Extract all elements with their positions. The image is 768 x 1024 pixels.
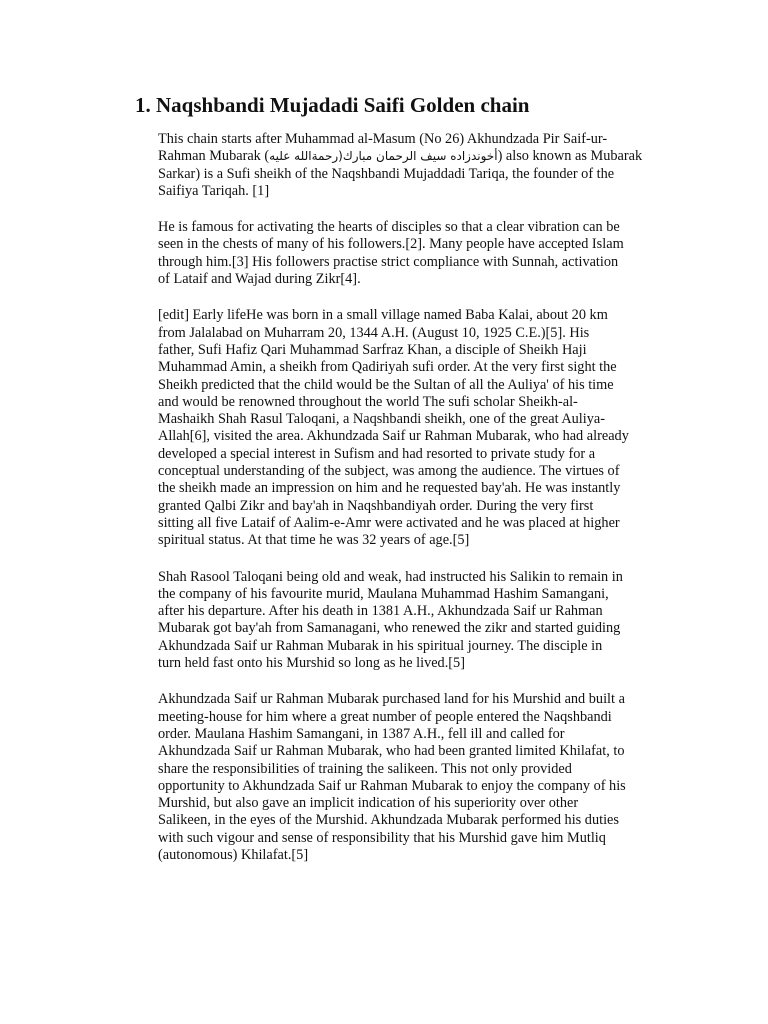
text-line: Akhundzada Saif ur Rahman Mubarak purchased land for his Murshid and built a: [158, 691, 625, 708]
paragraph-early-life: [158, 307, 636, 549]
text-line: He is famous for activating the hearts of disciples so that a clear vibration can be: [158, 219, 620, 236]
text-line: granted Qalbi Zikr and bay'ah in Naqshbandiyah order. During the very first: [158, 497, 594, 514]
text-line: Akhundzada Saif ur Rahman Mubarak, who had been granted limited Khilafat, to: [158, 743, 625, 760]
text-line: This chain starts after Muhammad al-Masum (No 26) Akhundzada Pir Saif-ur-: [158, 131, 608, 147]
text-segment: Rahman Mubarak (: [158, 148, 270, 165]
text-line: father, Sufi Hafiz Qari Muhammad Sarfraz Khan, a disciple of Sheikh Haji: [158, 341, 587, 358]
text-line: Sheikh predicted that the child would be the Sultan of all the Auliya' of his time: [158, 376, 614, 393]
text-line: meeting-house for him where a great number of people entered the Naqshbandi: [158, 708, 612, 725]
text-line-with-arabic: [158, 148, 643, 165]
text-line: turn held fast onto his Murshid so long as he lived.[5]: [158, 655, 465, 672]
text-line: from Jalalabad on Muharram 20, 1344 A.H. (August 10, 1925 C.E.)[5]. His: [158, 324, 590, 341]
text-line: developed a special interest in Sufism and had resorted to private study for a: [158, 445, 596, 462]
text-line: Akhundzada Saif ur Rahman Mubarak in his spiritual journey. The disciple in: [158, 637, 603, 654]
text-line: after his departure. After his death in 1381 A.H., Akhundzada Saif ur Rahman: [158, 603, 603, 620]
text-line: Saifiya Tariqah. [1]: [158, 182, 270, 199]
document-body: [158, 131, 643, 883]
text-line: share the responsibilities of training the salikeen. This not only provided: [158, 760, 572, 777]
text-line: spiritual status. At that time he was 32 years of age.[5]: [158, 532, 470, 549]
text-line: conceptual understanding of the subject, was among the audience. The virtues of: [158, 463, 620, 480]
text-line: Shah Rasool Taloqani being old and weak, had instructed his Salikin to remain in: [158, 568, 623, 585]
text-line: with such vigour and sense of responsibility that his Murshid gave him Mutliq: [158, 829, 606, 846]
arabic-name: أخوندزاده سيف الرحمان مبارك(رحمةالله عليه: [269, 149, 498, 164]
text-line: Sarkar) is a Sufi sheikh of the Naqshbandi Mujaddadi Tariqa, the founder of the: [158, 165, 615, 182]
text-line: Mashaikh Shah Rasul Taloqani, a Naqshbandi sheikh, one of the great Auliya-: [158, 411, 606, 428]
section-heading: 1. Naqshbandi Mujadadi Saifi Golden chain: [135, 93, 530, 117]
text-segment: ) also known as Mubarak: [497, 148, 643, 165]
text-line: Allah[6], visited the area. Akhundzada Saif ur Rahman Mubarak, who had already: [158, 428, 629, 445]
text-line: through him.[3] His followers practise strict compliance with Sunnah, activation: [158, 253, 619, 270]
text-line: sitting all five Lataif of Aalim-e-Amr were activated and he was placed at higher: [158, 514, 620, 531]
text-line: [edit] Early lifeHe was born in a small village named Baba Kalai, about 20 km: [158, 307, 608, 324]
paragraph-khilafat: [158, 691, 636, 864]
paragraph-succession: [158, 569, 636, 673]
text-line: of Lataif and Wajad during Zikr[4].: [158, 271, 361, 288]
text-line: order. Maulana Hashim Samangani, in 1387 A.H., fell ill and called for: [158, 725, 565, 742]
text-line: Muhammad Amin, a sheikh from Qadiriyah sufi order. At the very first sight the: [158, 359, 617, 376]
paragraph-fame: [158, 219, 636, 288]
text-line: and would be renowned throughout the world The sufi scholar Sheikh-al-: [158, 393, 578, 410]
text-line: the company of his favourite murid, Maulana Muhammad Hashim Samangani,: [158, 585, 609, 602]
text-line: opportunity to Akhundzada Saif ur Rahman Mubarak to enjoy the company of his: [158, 777, 626, 794]
text-line: (autonomous) Khilafat.[5]: [158, 846, 309, 863]
paragraph-intro: [158, 131, 643, 200]
text-line: Murshid, but also gave an implicit indication of his superiority over other: [158, 795, 579, 812]
text-line: Salikeen, in the eyes of the Murshid. Akhundzada Mubarak performed his duties: [158, 812, 619, 829]
text-line: seen in the chests of many of his followers.[2]. Many people have accepted Islam: [158, 236, 624, 253]
text-line: the sheikh made an impression on him and he requested bay'ah. He was instantly: [158, 480, 621, 497]
text-line: Mubarak got bay'ah from Samanagani, who renewed the zikr and started guiding: [158, 620, 621, 637]
